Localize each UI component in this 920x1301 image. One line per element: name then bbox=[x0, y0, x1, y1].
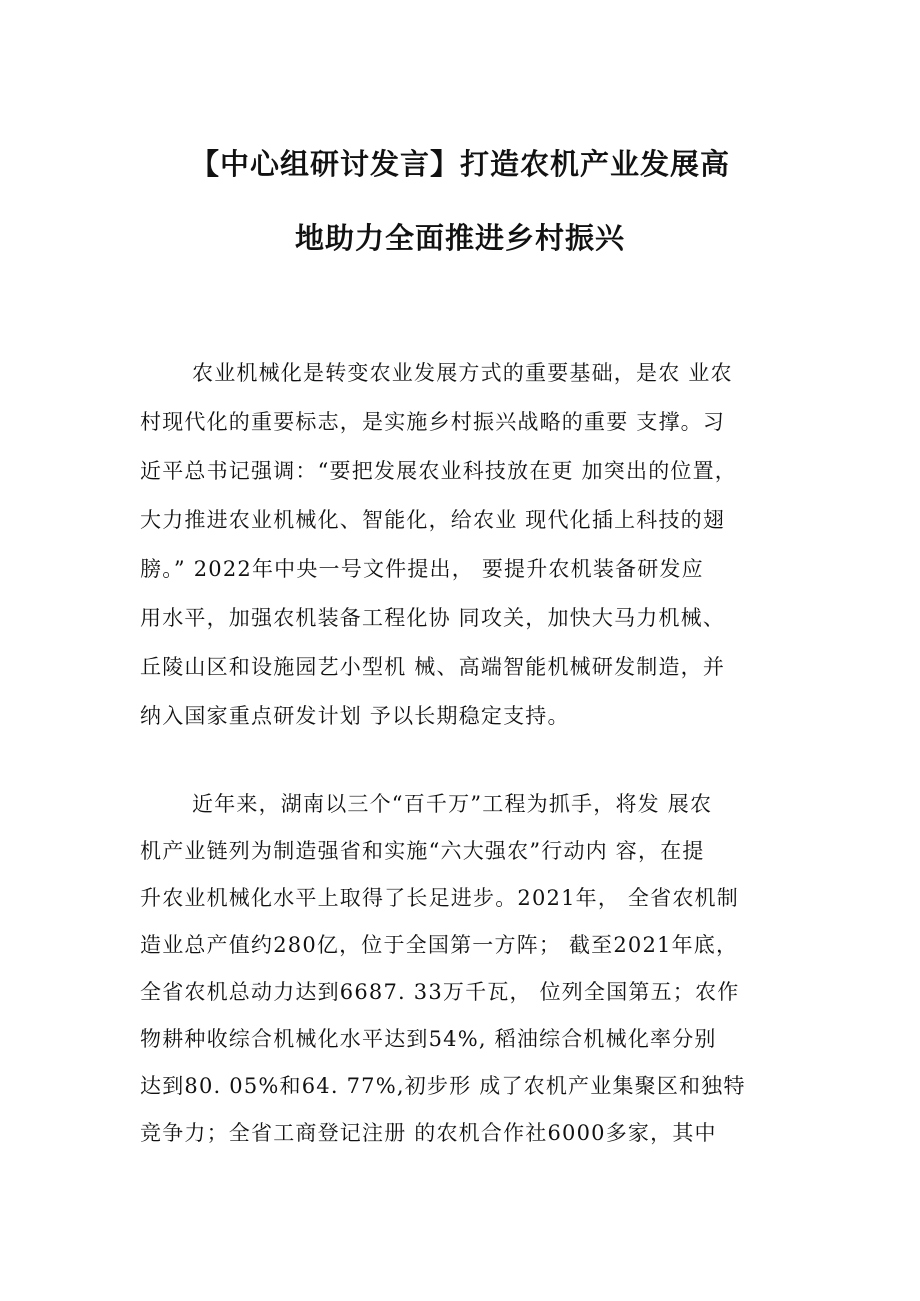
paragraph-line: 大力推进农业机械化、智能化，给农业 现代化插上科技的翅 bbox=[140, 508, 726, 532]
paragraph-line: 膀。” 2022年中央一号文件提出， 要提升农机装备研发应 bbox=[140, 557, 704, 581]
paragraph-line: 全省农机总动力达到6687. 33万千瓦， 位列全国第五；农作 bbox=[140, 980, 740, 1004]
paragraph-line: 达到80. 05%和64. 77%,初步形 成了农机产业集聚区和独特 bbox=[140, 1074, 746, 1098]
document-title-line-1: 【中心组研讨发言】打造农机产业发展高 bbox=[189, 147, 730, 181]
paragraph-line: 竞争力；全省工商登记注册 的农机合作社6000多家，其中 bbox=[140, 1121, 717, 1145]
paragraph-line: 近平总书记强调：“要把发展农业科技放在更 加突出的位置， bbox=[140, 459, 738, 483]
paragraph-line: 村现代化的重要标志，是实施乡村振兴战略的重要 支撑。习 bbox=[140, 410, 726, 434]
paragraph-line: 农业机械化是转变农业发展方式的重要基础，是农 业农 bbox=[192, 361, 733, 385]
paragraph-line: 用水平，加强农机装备工程化协 同攻关，加快大马力机械、 bbox=[140, 606, 726, 630]
paragraph-line: 机产业链列为制造强省和实施“六大强农”行动内 容，在提 bbox=[140, 839, 705, 863]
paragraph-line: 纳入国家重点研发计划 予以长期稳定支持。 bbox=[140, 704, 570, 728]
paragraph-line: 造业总产值约280亿，位于全国第一方阵； 截至2021年底， bbox=[140, 933, 739, 957]
document-title-line-2: 地助力全面推进乡村振兴 bbox=[294, 221, 625, 255]
paragraph-line: 近年来，湖南以三个“百千万”工程为抓手，将发 展农 bbox=[192, 792, 713, 816]
paragraph-line: 物耕种收综合机械化水平达到54%, 稻油综合机械化率分别 bbox=[140, 1027, 717, 1051]
paragraph-line: 升农业机械化水平上取得了长足进步。2021年， 全省农机制 bbox=[140, 886, 739, 910]
paragraph-line: 丘陵山区和设施园艺小型机 械、高端智能机械研发制造，并 bbox=[140, 655, 726, 679]
